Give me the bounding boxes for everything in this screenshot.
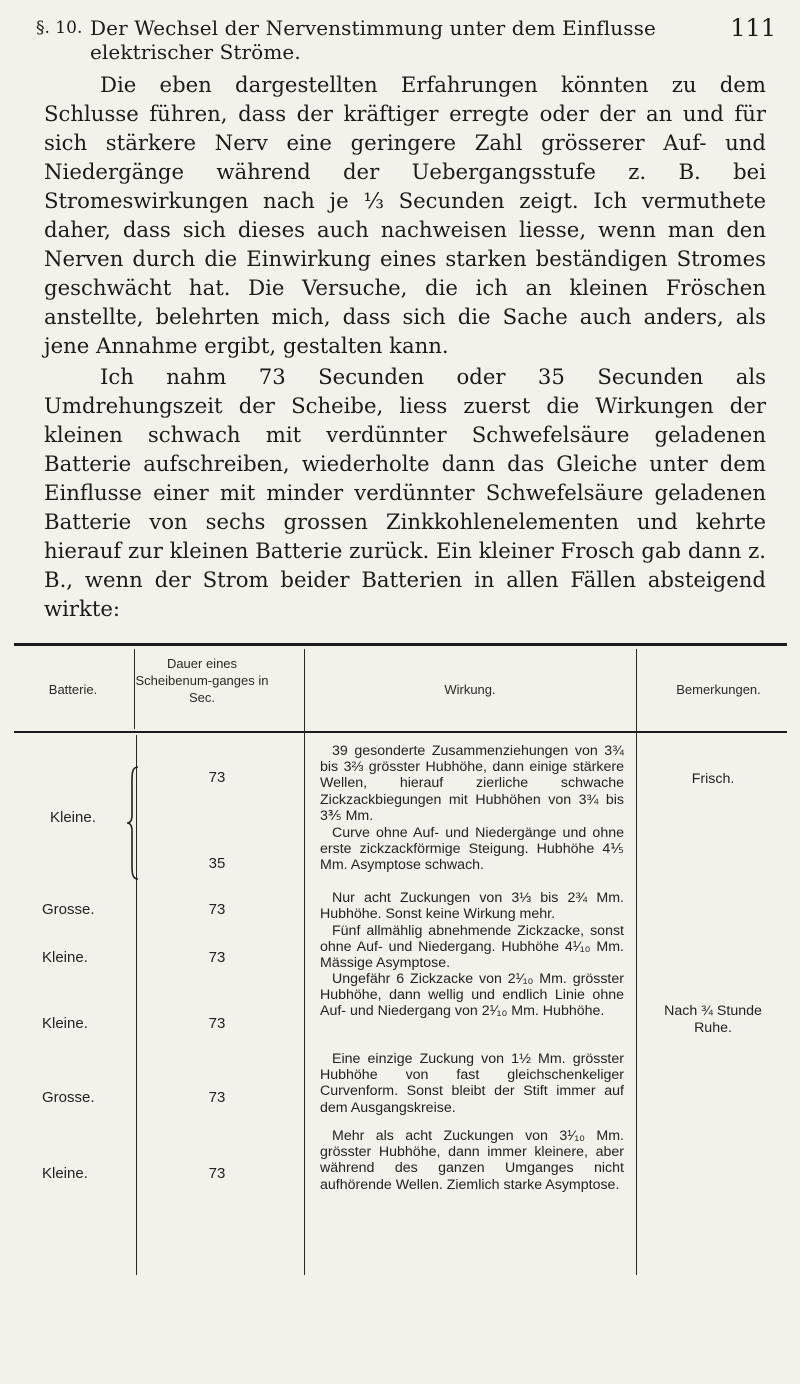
row-dauer: 73 <box>208 901 226 918</box>
row-dauer: 73 <box>208 1015 226 1032</box>
column-divider <box>134 649 135 729</box>
header-wirkung: Wirkung. <box>444 682 496 697</box>
row-batterie: Kleine. <box>42 1165 88 1182</box>
row-wirkung: Mehr als acht Zuckungen von 3¹⁄₁₀ Mm. grösster Hubhöhe, dann immer kleinere, aber während des ganzen Umganges nicht aufhörende Wellen. Ziemlich starke Asymptose. <box>320 1128 624 1193</box>
row-batterie: Kleine. <box>50 809 96 826</box>
header-bemerkungen: Bemerkungen. <box>676 682 761 697</box>
running-header <box>36 6 776 64</box>
row-wirkung: Fünf allmählig abnehmende Zickzacke, sonst ohne Auf- und Niedergang. Hubhöhe 4¹⁄₁₀ Mm. Mässige Asymptose. <box>320 923 624 972</box>
table-top-rule <box>14 643 787 646</box>
row-dauer: 73 <box>208 769 226 786</box>
row-dauer: 73 <box>208 1089 226 1106</box>
column-divider <box>304 649 305 1275</box>
row-bemerkung: Nach ¾ Stunde Ruhe. <box>664 1003 762 1036</box>
row-wirkung: Eine einzige Zuckung von 1½ Mm. grösster Hubhöhe von fast gleichschenkeliger Curvenform. Sonst bleibt der Stift immer auf dem Ausgangskreise. <box>320 1051 624 1116</box>
row-batterie: Kleine. <box>42 949 88 966</box>
paragraph-2: Ich nahm 73 Secunden oder 35 Secunden als Umdrehungszeit der Scheibe, liess zuerst die Wirkungen der kleinen schwach mit verdünnter Schwefelsäure geladenen Batterie aufschreiben, wiederholte dann das Gleiche unter dem Einflusse einer mit minder verdünnter Schwefelsäure geladenen Batterie von sechs grossen Zinkkohlenelementen und kehrte hierauf zur kleinen Batterie zurück. Ein kleiner Frosch gab dann z. B., wenn der Strom beider Batterien in allen Fällen absteigend wirkte: <box>44 364 766 621</box>
paragraph-1: Die eben dargestellten Erfahrungen könnten zu dem Schlusse führen, dass der kräftiger erregte oder der an und für sich stärkere Nerv eine geringere Zahl grösserer Auf- und Niedergänge während der Uebergangsstufe z. B. bei Stromeswirkungen nach je ⅓ Secunden zeigt. Ich vermuthete daher, dass sich dieses auch nachweisen liesse, wenn man den Nerven durch die Einwirkung eines starken beständigen Stromes geschwächt hat. Die Versuche, die ich an kleinen Fröschen anstellte, belehrten mich, dass sich die Sache auch anders, als jene Annahme ergibt, gestalten kann. <box>44 72 766 358</box>
results-table <box>14 643 787 1283</box>
row-batterie: Grosse. <box>42 1089 95 1106</box>
row-wirkung: Curve ohne Auf- und Niedergänge und ohne erste zickzackförmige Steigung. Hubhöhe 4⅕ Mm. Asymptose schwach. <box>320 825 624 874</box>
row-batterie: Grosse. <box>42 901 95 918</box>
column-divider <box>636 649 637 1275</box>
row-dauer: 35 <box>208 855 226 872</box>
running-title: Der Wechsel der Nervenstimmung unter dem Einflusse elektrischer Ströme. <box>90 16 656 64</box>
row-wirkung: 39 gesonderte Zusammenziehungen von 3¾ bis 3⅔ grösster Hubhöhe, dann einige stärkere Wellen, hierauf zierliche schwache Zickzackbiegungen mit Hubhöhen von 3¾ bis 3⅗ Mm. <box>320 743 624 824</box>
body-text <box>44 70 766 623</box>
page-number: 111 <box>730 14 776 42</box>
row-wirkung: Ungefähr 6 Zickzacke von 2¹⁄₁₀ Mm. grösster Hubhöhe, dann wellig und endlich Linie ohne Auf- und Niedergang von 2¹⁄₁₀ Mm. Hubhöhe. <box>320 971 624 1020</box>
row-dauer: 73 <box>208 949 226 966</box>
row-wirkung: Nur acht Zuckungen von 3⅓ bis 2¾ Mm. Hubhöhe. Sonst keine Wirkung mehr. <box>320 890 624 923</box>
row-dauer: 73 <box>208 1165 226 1182</box>
brace-icon <box>126 765 140 881</box>
section-number: §. 10. <box>36 18 83 38</box>
row-batterie: Kleine. <box>42 1015 88 1032</box>
row-bemerkung: Frisch. <box>691 771 735 787</box>
header-dauer: Dauer eines Scheibenum-ganges in Sec. <box>135 656 269 705</box>
table-header-rule <box>14 731 787 733</box>
header-batterie: Batterie. <box>48 682 98 697</box>
